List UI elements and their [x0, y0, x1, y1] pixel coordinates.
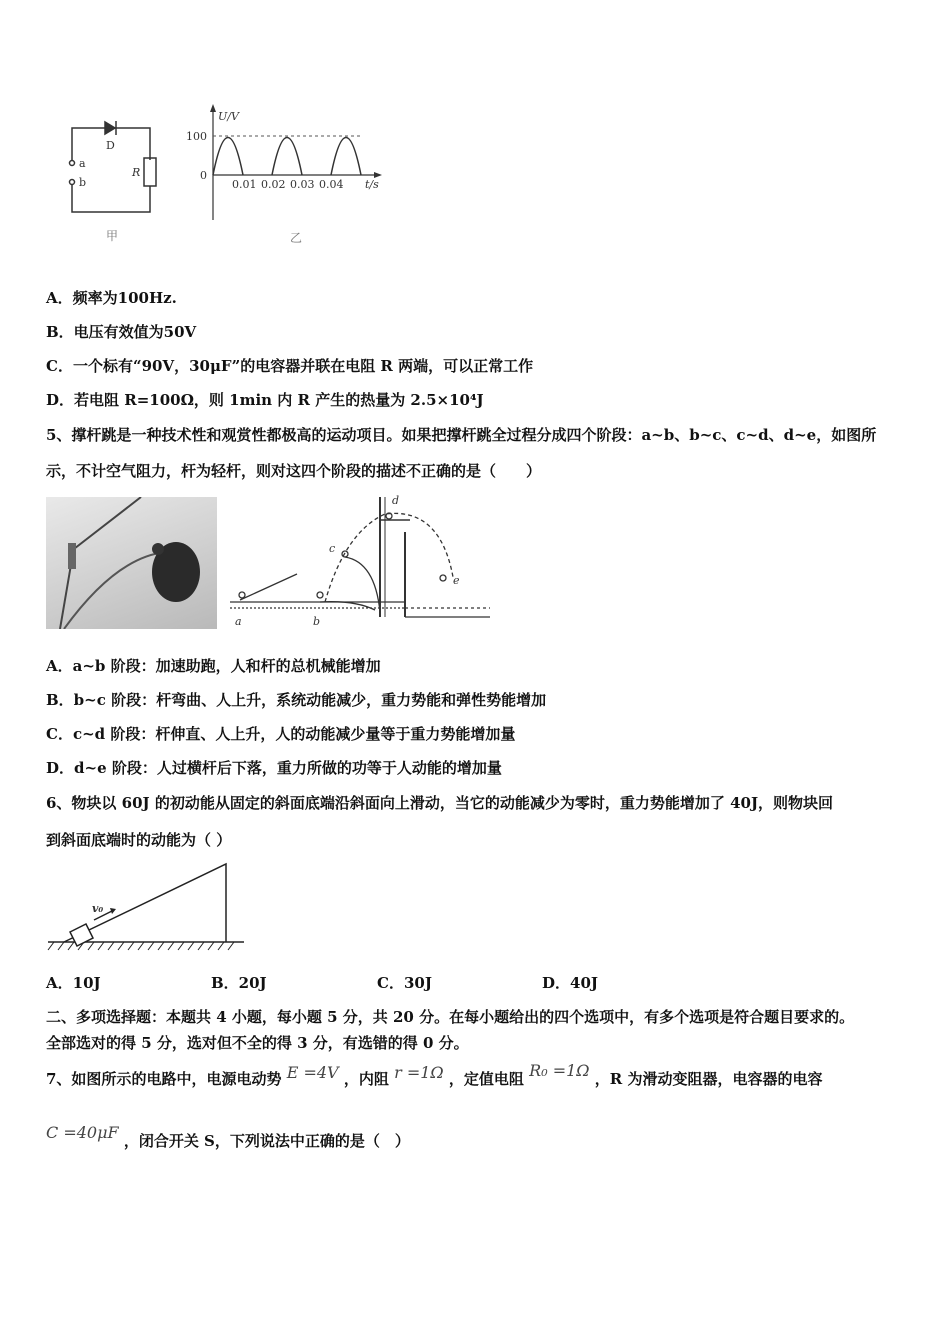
half-wave-1	[213, 138, 243, 176]
y-tick-100: 100	[186, 130, 207, 143]
q7-emf: E =4V	[286, 1063, 339, 1082]
yi-caption: 乙	[290, 231, 303, 245]
q6-option-a: A．10J	[46, 974, 101, 992]
q7-suffix: ，R 为滑动变阻器，电容器的电容	[594, 1070, 823, 1088]
q4-option-d: D．若电阻 R=100Ω，则 1min 内 R 产生的热量为 2.5×10⁴J	[46, 391, 484, 409]
incline-figure	[44, 860, 254, 956]
label-b: b	[313, 615, 321, 628]
q6-option-c: C．30J	[377, 974, 432, 992]
x-tick-3: 0.03	[290, 178, 315, 191]
q5-stem-line1: 5、撑杆跳是一种技术性和观赏性都极高的运动项目。如果把撑杆跳全过程分成四个阶段：a~b、b~c、c~d、d~e，如图所	[46, 426, 877, 444]
terminal-b-dot	[70, 180, 75, 185]
diode-label: D	[106, 139, 115, 152]
label-e: e	[453, 574, 460, 587]
q6-option-d: D．40J	[542, 974, 598, 992]
resistor-label: R	[132, 166, 141, 179]
q4-figure	[60, 100, 400, 250]
q5-option-a: A．a~b 阶段：加速助跑，人和杆的总机械能增加	[46, 657, 381, 675]
pole-vault-diagram	[225, 492, 495, 632]
q5-option-b: B．b~c 阶段：杆弯曲、人上升，系统动能减少，重力势能和弹性势能增加	[46, 691, 547, 709]
q7-prefix: 7、如图所示的电路中，电源电动势	[46, 1070, 282, 1088]
diode-symbol	[105, 122, 115, 134]
q4-option-a: A．频率为100Hz.	[46, 289, 177, 307]
q5-option-d: D．d~e 阶段：人过横杆后下落，重力所做的功等于人动能的增加量	[46, 759, 502, 777]
half-wave-3	[331, 138, 361, 176]
q7-line2	[46, 1123, 410, 1151]
x-axis-label: t/s	[365, 178, 379, 191]
terminal-a-dot	[70, 161, 75, 166]
label-a: a	[235, 615, 242, 628]
q7-line1	[46, 1061, 823, 1089]
q7-line2-rest: ，闭合开关 S，下列说法中正确的是（ ）	[123, 1132, 410, 1150]
q5-stem-line2: 示，不计空气阻力，杆为轻杆，则对这四个阶段的描述不正确的是（ ）	[46, 462, 542, 480]
pole-vault-photo	[46, 497, 217, 629]
section2-line2: 全部选对的得 5 分，选对但不全的得 3 分，有选错的得 0 分。	[46, 1034, 469, 1052]
half-wave-2	[272, 138, 302, 176]
q5-option-c: C．c~d 阶段：杆伸直、人上升，人的动能减少量等于重力势能增加量	[46, 725, 516, 743]
section2-line1: 二、多项选择题：本题共 4 小题，每小题 5 分，共 20 分。在每小题给出的四个选项中，有多个选项是符合题目要求的。	[46, 1008, 855, 1026]
y-axis-label: U/V	[218, 110, 239, 123]
q6-stem-line2: 到斜面底端时的动能为（ ）	[46, 831, 232, 849]
q7-fixed-resistance: R₀ =1Ω	[529, 1061, 590, 1080]
label-d: d	[392, 494, 400, 507]
velocity-label: v₀	[92, 902, 104, 915]
q6-option-b: B．20J	[211, 974, 267, 992]
q7-capacitance: C =40μF	[46, 1123, 119, 1142]
q7-mid2: ，定值电阻	[448, 1070, 524, 1088]
resistor-symbol	[144, 158, 156, 186]
label-c: c	[329, 542, 336, 555]
q7-internal-resistance: r =1Ω	[394, 1063, 444, 1082]
q6-stem-line1: 6、物块以 60J 的初动能从固定的斜面底端沿斜面向上滑动，当它的动能减少为零时，重力势能增加了 40J，则物块回	[46, 794, 834, 812]
jia-caption: 甲	[106, 229, 119, 243]
x-tick-1: 0.01	[232, 178, 257, 191]
origin-label: 0	[200, 169, 207, 182]
q4-option-c: C．一个标有“90V，30μF”的电容器并联在电阻 R 两端，可以正常工作	[46, 357, 534, 375]
x-tick-2: 0.02	[261, 178, 286, 191]
q4-option-b: B．电压有效值为50V	[46, 323, 197, 341]
terminal-a-label: a	[79, 157, 86, 170]
terminal-b-label: b	[79, 176, 87, 189]
x-tick-4: 0.04	[319, 178, 344, 191]
q7-mid1: ，内阻	[343, 1070, 389, 1088]
